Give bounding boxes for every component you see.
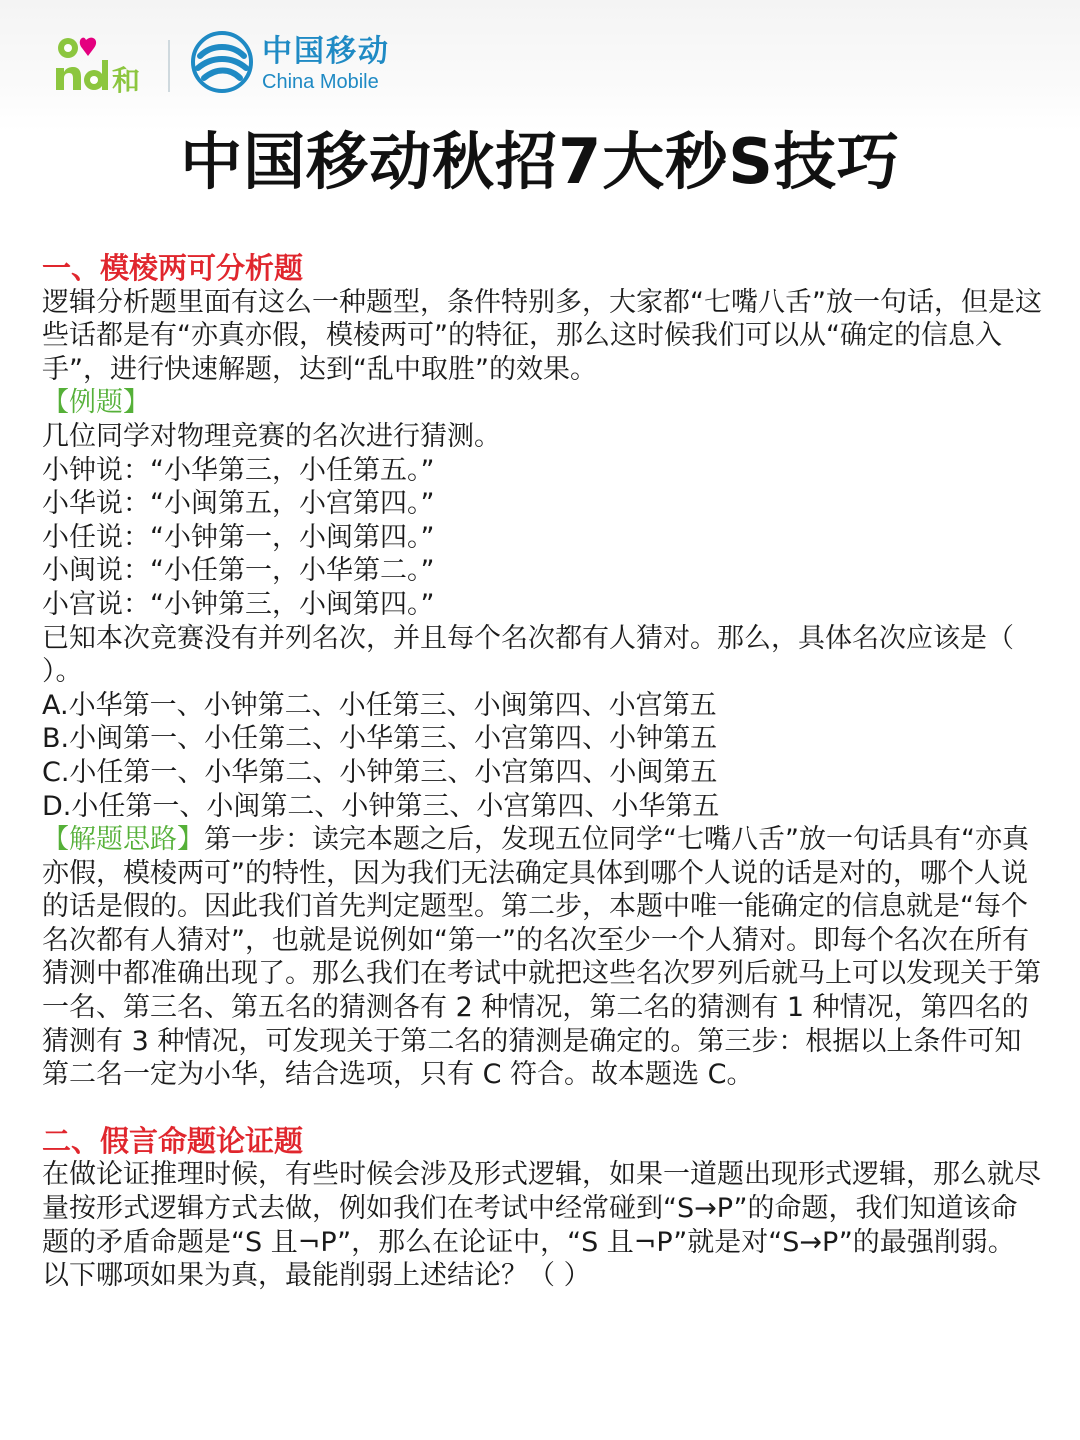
solution-paragraph: [42, 823, 1042, 1092]
option-d: D.小任第一、小闽第二、小钟第三、小宫第四、小华第五: [42, 790, 720, 822]
china-mobile-logo-icon: [190, 30, 254, 94]
option-a: A.小华第一、小钟第二、小任第三、小闽第四、小宫第五: [42, 689, 717, 721]
svg-text:和: 和: [112, 64, 141, 97]
example-label: 【例题】: [42, 387, 150, 419]
logo-divider: [168, 40, 170, 92]
question-line: 小任说：“小钟第一，小闽第四。”: [42, 521, 435, 553]
solution-label: 【解题思路】: [42, 824, 204, 856]
question-line: 小钟说：“小华第三，小任第五。”: [42, 454, 435, 486]
question-line: 已知本次竞赛没有并列名次，并且每个名次都有人猜对。那么，具体名次应该是（ ）。: [42, 622, 1023, 688]
and-he-logo: [52, 34, 156, 98]
section2-heading: 二、假言命题论证题: [42, 1123, 304, 1158]
article-body: [42, 252, 1042, 1293]
option-b: B.小闽第一、小任第二、小华第三、小宫第四、小钟第五: [42, 723, 718, 755]
option-c: C.小任第一、小华第二、小钟第三、小宫第四、小闽第五: [42, 756, 718, 788]
section1-heading: 一、模棱两可分析题: [42, 251, 304, 285]
section1-intro: 逻辑分析题里面有这么一种题型，条件特别多，大家都“七嘴八舌”放一句话，但是这些话都是有“亦真亦假，模棱两可”的特征，那么这时候我们可以从“确定的信息入手”，进行快速解题，达到“乱中取胜”的效果。: [42, 286, 1042, 385]
question-line: 几位同学对物理竞赛的名次进行猜测。: [42, 420, 501, 452]
section2-intro: 在做论证推理时候，有些时候会涉及形式逻辑，如果一道题出现形式逻辑，那么就尽量按形式逻辑方式去做，例如我们在考试中经常碰到“S→P”的命题，我们知道该命题的矛盾命题是“S 且¬P”，那么在论证中，“S 且¬P”就是对“S→P”的最强削弱。: [42, 1159, 1041, 1258]
solution-text: 第一步：读完本题之后，发现五位同学“七嘴八舌”放一句话具有“亦真亦假，模棱两可”的特性，因为我们无法确定具体到哪个人说的话是对的，哪个人说的话是假的。因此我们首先判定题型。第二步，本题中唯一能确定的信息就是“每个名次都有人猜对”，也就是说例如“第一”的名次至少一个人猜对。即每个名次在所有猜测中都准确出现了。那么我们在考试中就把这些名次罗列后就马上可以发现关于第一名、第三名、第五名的猜测各有 2 种情况，第二名的猜测有 1 种情况，第四名的猜测有 3 种情况，可发现关于第二名的猜测是确定的。第三步：根据以上条件可知第二名一定为小华，结合选项，只有 C 符合。故本题选 C。: [42, 824, 1041, 1091]
brand-english: China Mobile: [262, 71, 379, 93]
brand-chinese: 中国移动: [262, 34, 390, 69]
question-line: 小华说：“小闽第五，小宫第四。”: [42, 488, 435, 520]
section-spacer: [42, 1092, 1042, 1125]
question-line: 小宫说：“小钟第三，小闽第四。”: [42, 588, 435, 620]
section2-question: 以下哪项如果为真，最能削弱上述结论？（ ）: [42, 1260, 591, 1292]
page-title: 中国移动秋招7大秒S技巧: [180, 125, 900, 198]
header-banner: [0, 0, 1080, 132]
question-line: 小闽说：“小任第一，小华第二。”: [42, 555, 435, 587]
